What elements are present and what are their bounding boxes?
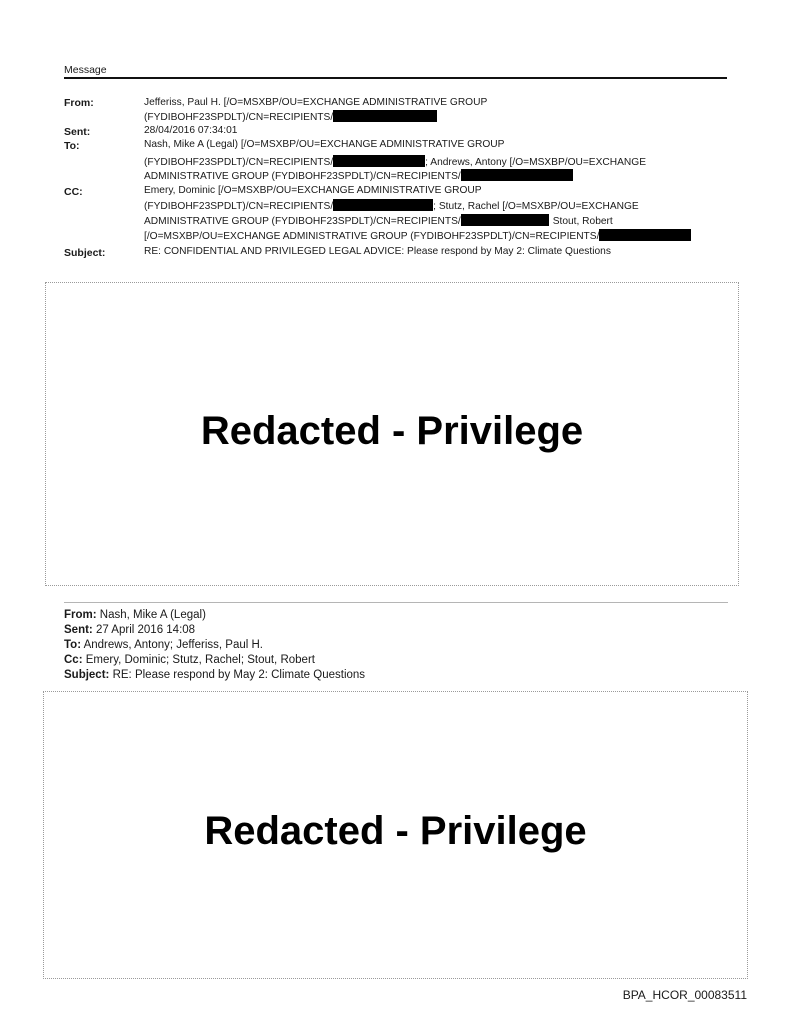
fwd-from <box>64 608 206 623</box>
header-divider <box>64 77 727 79</box>
redaction-bar <box>461 169 573 181</box>
cc-line-2-text: (FYDIBOHF23SPDLT)/CN=RECIPIENTS/ <box>144 201 334 212</box>
redacted-privilege-label: Redacted - Privilege <box>200 409 584 453</box>
message-header-title: Message <box>64 64 107 76</box>
fwd-sent-value: 27 April 2016 14:08 <box>95 624 196 636</box>
redaction-bar <box>333 110 437 122</box>
from-label: From: <box>64 97 94 109</box>
to-line-2 <box>144 155 646 170</box>
redacted-privilege-box <box>45 282 739 586</box>
cc-line-4 <box>144 229 691 244</box>
redaction-bar <box>599 229 691 241</box>
sent-label: Sent: <box>64 126 91 138</box>
fwd-to <box>64 638 263 653</box>
redaction-bar <box>333 155 425 167</box>
cc-line-1: Emery, Dominic [/O=MSXBP/OU=EXCHANGE ADMINISTRATIVE GROUP <box>144 185 482 196</box>
fwd-to-value: Andrews, Antony; Jefferiss, Paul H. <box>83 639 263 651</box>
redaction-bar <box>461 214 549 226</box>
cc-label: CC: <box>64 186 83 198</box>
from-line-2 <box>144 110 437 125</box>
to-line-3 <box>144 169 573 184</box>
to-label: To: <box>64 140 80 152</box>
cc-line-3 <box>144 214 613 229</box>
fwd-to-label: To: <box>64 639 82 651</box>
fwd-cc <box>64 653 315 668</box>
cc-line-3-text: ADMINISTRATIVE GROUP (FYDIBOHF23SPDLT)/CN=RECIPIENTS/ <box>144 216 461 227</box>
redaction-bar <box>333 199 433 211</box>
to-line-2-tail: ; Andrews, Antony [/O=MSXBP/OU=EXCHANGE <box>425 157 646 168</box>
cc-line-2 <box>144 199 639 214</box>
fwd-subject <box>64 668 365 683</box>
fwd-from-value: Nash, Mike A (Legal) <box>99 609 206 621</box>
to-line-3-text: ADMINISTRATIVE GROUP (FYDIBOHF23SPDLT)/CN=RECIPIENTS/ <box>144 171 461 182</box>
fwd-cc-label: Cc: <box>64 654 83 666</box>
fwd-sent-label: Sent: <box>64 624 93 636</box>
fwd-subject-value: RE: Please respond by May 2: Climate Questions <box>112 669 366 681</box>
fwd-sent <box>64 623 195 638</box>
sent-value: 28/04/2016 07:34:01 <box>144 125 238 136</box>
bates-number: BPA_HCOR_00083511 <box>622 988 747 1002</box>
to-line-1: Nash, Mike A (Legal) [/O=MSXBP/OU=EXCHANGE ADMINISTRATIVE GROUP <box>144 139 505 150</box>
fwd-subject-label: Subject: <box>64 669 110 681</box>
subject-value: RE: CONFIDENTIAL AND PRIVILEGED LEGAL ADVICE: Please respond by May 2: Climate Questions <box>144 246 611 257</box>
cc-line-2-tail: ; Stutz, Rachel [/O=MSXBP/OU=EXCHANGE <box>433 201 639 212</box>
fwd-cc-value: Emery, Dominic; Stutz, Rachel; Stout, Robert <box>85 654 315 666</box>
fwd-from-label: From: <box>64 609 97 621</box>
to-line-2-text: (FYDIBOHF23SPDLT)/CN=RECIPIENTS/ <box>144 157 334 168</box>
from-line-1: Jefferiss, Paul H. [/O=MSXBP/OU=EXCHANGE ADMINISTRATIVE GROUP <box>144 97 488 108</box>
redacted-privilege-box <box>43 691 748 979</box>
forwarded-divider <box>64 602 728 603</box>
cc-line-3-tail: Stout, Robert <box>552 216 613 227</box>
subject-label: Subject: <box>64 247 106 259</box>
cc-line-4-text: [/O=MSXBP/OU=EXCHANGE ADMINISTRATIVE GROUP (FYDIBOHF23SPDLT)/CN=RECIPIENTS/ <box>144 231 600 242</box>
from-line-2-text: (FYDIBOHF23SPDLT)/CN=RECIPIENTS/ <box>144 112 334 123</box>
redacted-privilege-label: Redacted - Privilege <box>204 809 587 853</box>
